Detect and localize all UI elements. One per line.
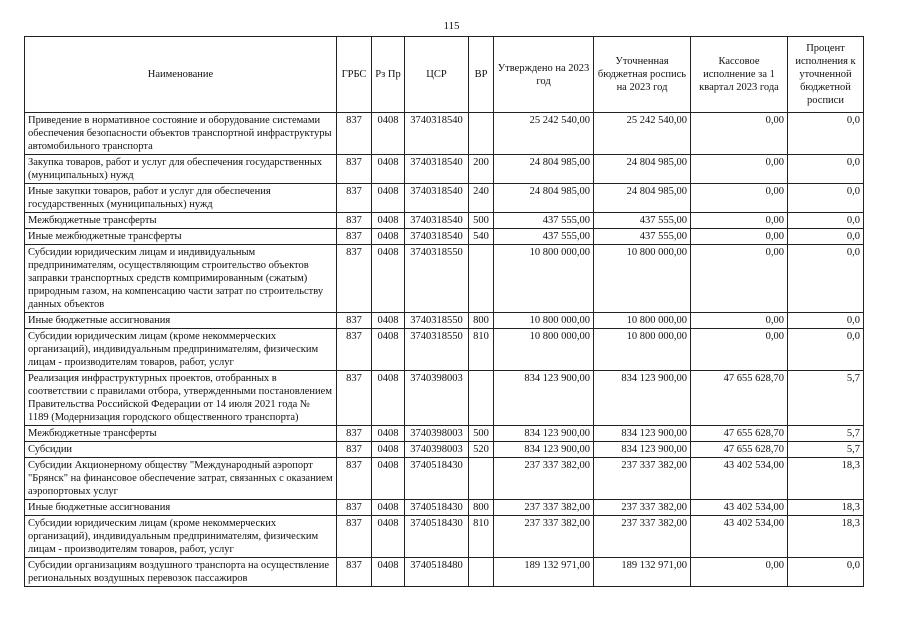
header-vr: ВР bbox=[469, 37, 494, 113]
cell-cash: 0,00 bbox=[691, 213, 788, 229]
table-row bbox=[25, 229, 864, 245]
header-grbs: ГРБС bbox=[337, 37, 372, 113]
header-percent: Процент исполнения к уточненной бюджетной росписи bbox=[788, 37, 864, 113]
cell-vr: 240 bbox=[469, 184, 494, 213]
cell-rzpr: 0408 bbox=[372, 113, 405, 155]
table-row bbox=[25, 184, 864, 213]
cell-csr: 3740318550 bbox=[405, 245, 469, 313]
table-row bbox=[25, 113, 864, 155]
cell-vr: 520 bbox=[469, 442, 494, 458]
cell-name: Реализация инфраструктурных проектов, отобранных в соответствии с правилами отбора, утвержденными постановлением Правительства Российской Федерации от 14 июля 2021 года № 1189 (Модернизация городского общественного транспорта) bbox=[25, 371, 337, 426]
cell-cash: 43 402 534,00 bbox=[691, 500, 788, 516]
cell-vr bbox=[469, 458, 494, 500]
cell-rzpr: 0408 bbox=[372, 442, 405, 458]
cell-vr: 810 bbox=[469, 329, 494, 371]
cell-approved: 437 555,00 bbox=[494, 229, 594, 245]
cell-approved: 189 132 971,00 bbox=[494, 558, 594, 587]
cell-vr: 200 bbox=[469, 155, 494, 184]
cell-cash: 0,00 bbox=[691, 229, 788, 245]
cell-name: Субсидии организациям воздушного транспорта на осуществление региональных воздушных перевозок пассажиров bbox=[25, 558, 337, 587]
cell-name: Субсидии юридическим лицам (кроме некоммерческих организаций), индивидуальным предпринимателям, физическим лицам - производителям товаров, работ, услуг bbox=[25, 516, 337, 558]
cell-csr: 3740518430 bbox=[405, 500, 469, 516]
cell-csr: 3740318550 bbox=[405, 329, 469, 371]
cell-percent: 0,0 bbox=[788, 155, 864, 184]
cell-percent: 0,0 bbox=[788, 329, 864, 371]
cell-approved: 25 242 540,00 bbox=[494, 113, 594, 155]
table-row bbox=[25, 155, 864, 184]
cell-cash: 43 402 534,00 bbox=[691, 458, 788, 500]
cell-cash: 0,00 bbox=[691, 313, 788, 329]
header-name: Наименование bbox=[25, 37, 337, 113]
cell-vr bbox=[469, 558, 494, 587]
table-row bbox=[25, 516, 864, 558]
cell-name: Межбюджетные трансферты bbox=[25, 213, 337, 229]
cell-approved: 437 555,00 bbox=[494, 213, 594, 229]
cell-percent: 0,0 bbox=[788, 184, 864, 213]
cell-csr: 3740398003 bbox=[405, 442, 469, 458]
cell-vr: 800 bbox=[469, 500, 494, 516]
cell-approved: 834 123 900,00 bbox=[494, 426, 594, 442]
header-rzpr: Рз Пр bbox=[372, 37, 405, 113]
cell-rzpr: 0408 bbox=[372, 371, 405, 426]
cell-rzpr: 0408 bbox=[372, 426, 405, 442]
cell-rzpr: 0408 bbox=[372, 500, 405, 516]
cell-percent: 5,7 bbox=[788, 371, 864, 426]
cell-grbs: 837 bbox=[337, 313, 372, 329]
cell-csr: 3740318550 bbox=[405, 313, 469, 329]
cell-grbs: 837 bbox=[337, 229, 372, 245]
cell-grbs: 837 bbox=[337, 113, 372, 155]
cell-rzpr: 0408 bbox=[372, 516, 405, 558]
cell-refined: 189 132 971,00 bbox=[594, 558, 691, 587]
cell-percent: 18,3 bbox=[788, 458, 864, 500]
table-row bbox=[25, 313, 864, 329]
cell-approved: 10 800 000,00 bbox=[494, 245, 594, 313]
cell-vr: 500 bbox=[469, 213, 494, 229]
cell-percent: 0,0 bbox=[788, 213, 864, 229]
cell-csr: 3740398003 bbox=[405, 426, 469, 442]
cell-approved: 834 123 900,00 bbox=[494, 371, 594, 426]
cell-vr bbox=[469, 245, 494, 313]
header-cash: Кассовое исполнение за 1 квартал 2023 года bbox=[691, 37, 788, 113]
cell-grbs: 837 bbox=[337, 558, 372, 587]
cell-refined: 237 337 382,00 bbox=[594, 516, 691, 558]
cell-percent: 0,0 bbox=[788, 229, 864, 245]
cell-name: Иные межбюджетные трансферты bbox=[25, 229, 337, 245]
budget-table bbox=[24, 36, 864, 587]
cell-percent: 5,7 bbox=[788, 442, 864, 458]
cell-grbs: 837 bbox=[337, 184, 372, 213]
cell-refined: 10 800 000,00 bbox=[594, 245, 691, 313]
cell-vr: 500 bbox=[469, 426, 494, 442]
table-row bbox=[25, 558, 864, 587]
cell-rzpr: 0408 bbox=[372, 458, 405, 500]
cell-refined: 10 800 000,00 bbox=[594, 313, 691, 329]
cell-cash: 47 655 628,70 bbox=[691, 426, 788, 442]
cell-refined: 24 804 985,00 bbox=[594, 184, 691, 213]
cell-name: Межбюджетные трансферты bbox=[25, 426, 337, 442]
table-row bbox=[25, 371, 864, 426]
cell-csr: 3740518430 bbox=[405, 516, 469, 558]
cell-csr: 3740518430 bbox=[405, 458, 469, 500]
cell-refined: 25 242 540,00 bbox=[594, 113, 691, 155]
cell-csr: 3740318540 bbox=[405, 213, 469, 229]
cell-grbs: 837 bbox=[337, 516, 372, 558]
cell-refined: 24 804 985,00 bbox=[594, 155, 691, 184]
header-refined: Уточненная бюджетная роспись на 2023 год bbox=[594, 37, 691, 113]
cell-refined: 237 337 382,00 bbox=[594, 458, 691, 500]
cell-grbs: 837 bbox=[337, 442, 372, 458]
cell-vr bbox=[469, 371, 494, 426]
cell-csr: 3740518480 bbox=[405, 558, 469, 587]
table-row bbox=[25, 500, 864, 516]
cell-percent: 0,0 bbox=[788, 113, 864, 155]
cell-name: Субсидии юридическим лицам и индивидуальным предпринимателям, осуществляющим строительство объектов заправки транспортных средств компримированным (сжатым) природным газом, на компенсацию части затрат по строительству данных объектов bbox=[25, 245, 337, 313]
cell-percent: 0,0 bbox=[788, 313, 864, 329]
cell-rzpr: 0408 bbox=[372, 155, 405, 184]
cell-refined: 437 555,00 bbox=[594, 229, 691, 245]
cell-grbs: 837 bbox=[337, 371, 372, 426]
cell-percent: 0,0 bbox=[788, 245, 864, 313]
table-header-row bbox=[25, 37, 864, 113]
cell-name: Иные закупки товаров, работ и услуг для обеспечения государственных (муниципальных) нужд bbox=[25, 184, 337, 213]
cell-vr bbox=[469, 113, 494, 155]
cell-csr: 3740318540 bbox=[405, 113, 469, 155]
cell-approved: 237 337 382,00 bbox=[494, 458, 594, 500]
cell-name: Приведение в нормативное состояние и оборудование системами обеспечения безопасности объектов транспортной инфраструктуры автомобильного транспорта bbox=[25, 113, 337, 155]
cell-cash: 43 402 534,00 bbox=[691, 516, 788, 558]
cell-csr: 3740318540 bbox=[405, 229, 469, 245]
cell-approved: 834 123 900,00 bbox=[494, 442, 594, 458]
cell-refined: 834 123 900,00 bbox=[594, 371, 691, 426]
table-row bbox=[25, 213, 864, 229]
cell-cash: 0,00 bbox=[691, 184, 788, 213]
cell-grbs: 837 bbox=[337, 213, 372, 229]
cell-rzpr: 0408 bbox=[372, 229, 405, 245]
table-row bbox=[25, 245, 864, 313]
cell-approved: 24 804 985,00 bbox=[494, 155, 594, 184]
table-body bbox=[25, 113, 864, 587]
cell-grbs: 837 bbox=[337, 500, 372, 516]
header-csr: ЦСР bbox=[405, 37, 469, 113]
table-row bbox=[25, 458, 864, 500]
cell-rzpr: 0408 bbox=[372, 184, 405, 213]
cell-refined: 437 555,00 bbox=[594, 213, 691, 229]
cell-approved: 10 800 000,00 bbox=[494, 313, 594, 329]
cell-approved: 24 804 985,00 bbox=[494, 184, 594, 213]
cell-vr: 810 bbox=[469, 516, 494, 558]
cell-grbs: 837 bbox=[337, 426, 372, 442]
cell-csr: 3740318540 bbox=[405, 184, 469, 213]
cell-cash: 0,00 bbox=[691, 155, 788, 184]
cell-vr: 800 bbox=[469, 313, 494, 329]
cell-percent: 0,0 bbox=[788, 558, 864, 587]
cell-csr: 3740318540 bbox=[405, 155, 469, 184]
cell-cash: 47 655 628,70 bbox=[691, 442, 788, 458]
cell-rzpr: 0408 bbox=[372, 245, 405, 313]
cell-name: Иные бюджетные ассигнования bbox=[25, 313, 337, 329]
table-row bbox=[25, 426, 864, 442]
cell-name: Субсидии юридическим лицам (кроме некоммерческих организаций), индивидуальным предпринимателям, физическим лицам - производителям товаров, работ, услуг bbox=[25, 329, 337, 371]
cell-name: Иные бюджетные ассигнования bbox=[25, 500, 337, 516]
cell-percent: 18,3 bbox=[788, 516, 864, 558]
cell-name: Закупка товаров, работ и услуг для обеспечения государственных (муниципальных) нужд bbox=[25, 155, 337, 184]
cell-grbs: 837 bbox=[337, 155, 372, 184]
cell-grbs: 837 bbox=[337, 245, 372, 313]
cell-percent: 18,3 bbox=[788, 500, 864, 516]
cell-approved: 237 337 382,00 bbox=[494, 500, 594, 516]
cell-grbs: 837 bbox=[337, 329, 372, 371]
cell-name: Субсидии bbox=[25, 442, 337, 458]
cell-rzpr: 0408 bbox=[372, 313, 405, 329]
table-row bbox=[25, 442, 864, 458]
cell-cash: 0,00 bbox=[691, 245, 788, 313]
cell-refined: 237 337 382,00 bbox=[594, 500, 691, 516]
cell-rzpr: 0408 bbox=[372, 329, 405, 371]
cell-cash: 47 655 628,70 bbox=[691, 371, 788, 426]
cell-cash: 0,00 bbox=[691, 329, 788, 371]
cell-percent: 5,7 bbox=[788, 426, 864, 442]
cell-rzpr: 0408 bbox=[372, 558, 405, 587]
cell-csr: 3740398003 bbox=[405, 371, 469, 426]
cell-refined: 10 800 000,00 bbox=[594, 329, 691, 371]
cell-rzpr: 0408 bbox=[372, 213, 405, 229]
cell-grbs: 837 bbox=[337, 458, 372, 500]
cell-cash: 0,00 bbox=[691, 558, 788, 587]
cell-refined: 834 123 900,00 bbox=[594, 442, 691, 458]
page-number: 115 bbox=[443, 20, 460, 32]
cell-approved: 237 337 382,00 bbox=[494, 516, 594, 558]
cell-name: Субсидии Акционерному обществу "Международный аэропорт "Брянск" на финансовое обеспечение затрат, связанных с оказанием аэропортовых услуг bbox=[25, 458, 337, 500]
cell-vr: 540 bbox=[469, 229, 494, 245]
cell-approved: 10 800 000,00 bbox=[494, 329, 594, 371]
table-row bbox=[25, 329, 864, 371]
cell-cash: 0,00 bbox=[691, 113, 788, 155]
cell-refined: 834 123 900,00 bbox=[594, 426, 691, 442]
header-approved: Утверждено на 2023 год bbox=[494, 37, 594, 113]
